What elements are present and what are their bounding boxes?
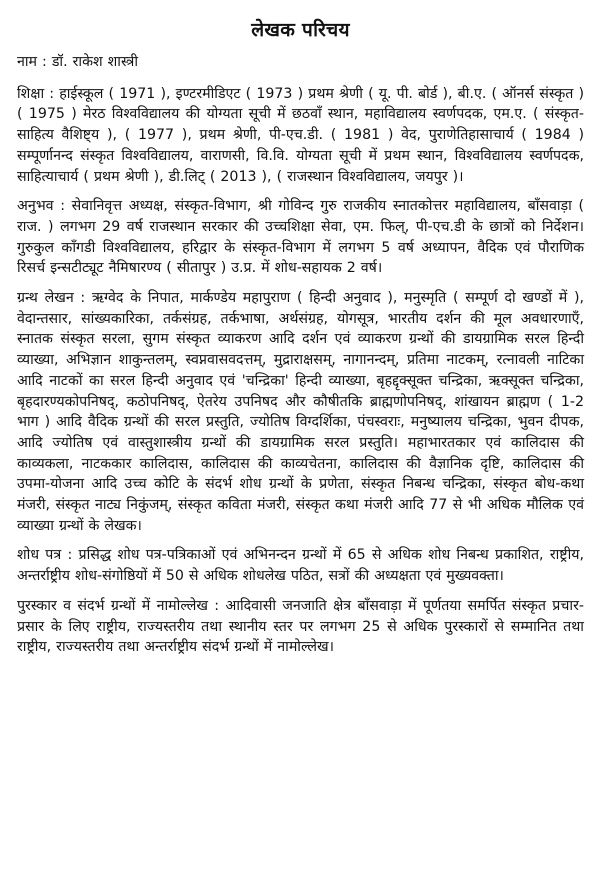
research-paragraph: शोध पत्र : प्रसिद्ध शोध पत्र-पत्रिकाओं एवं अभिनन्दन ग्रन्थों में 65 से अधिक शोध निबन्ध प्रकाशित, राष्ट्रीय, अन्तर्राष्ट्रीय शोध-संगोष्ठियों में 50 से अधिक शोधलेख पठित, सत्रों की अध्यक्षता एवं मुख्यवक्ता। bbox=[17, 547, 584, 585]
education-paragraph: शिक्षा : हाईस्कूल ( 1971 ), इण्टरमीडिएट ( 1973 ) प्रथम श्रेणी ( यू. पी. बोर्ड ), बी.ए. ( ऑनर्स संस्कृत ) ( 1975 ) मेरठ विश्वविद्यालय की योग्यता सूची में छठवाँ स्थान, महाविद्यालय स्वर्णपदक, एम.ए. ( संस्कृत-साहित्य वैशिष्ट्य ), ( 1977 ), प्रथम श्रेणी, पी-एच.डी. ( 1981 ) वेद, पुराणेतिहासाचार्य ( 1984 ) सम्पूर्णानन्द संस्कृत विश्वविद्यालय, वाराणसी, वि.वि. योग्यता सूची में प्रथम स्थान, विश्वविद्यालय स्वर्णपदक, साहित्याचार्य ( प्रथम श्रेणी ), डी.लिट् ( 2013 ), ( राजस्थान विश्वविद्यालय, जयपुर )। bbox=[17, 85, 584, 185]
writing-paragraph: ग्रन्थ लेखन : ऋग्वेद के निपात, मार्कण्डेय महापुराण ( हिन्दी अनुवाद ), मनुस्मृति ( सम्पूर्ण दो खण्डों में ), वेदान्तसार, सांख्यकारिका, तर्कसंग्रह, तर्कभाषा, अर्थसंग्रह, योगसूत्र, भारतीय दर्शन की मूल अवधारणाएँ, स्नातक संस्कृत सरला, सुगम संस्कृत व्याकरण आदि दर्शन एवं व्याकरण ग्रन्थों की डायग्रामिक सरल हिन्दी व्याख्या, अभिज्ञान शाकुन्तलम्, स्वप्नवासवदत्तम्, मुद्राराक्षसम्, नागानन्दम्, प्रतिमा नाटकम्, रत्नावली नाटिका आदि नाटकों का सरल हिन्दी अनुवाद एवं 'चन्द्रिका' हिन्दी व्याख्या, बृहद्दृक्सूक्त चन्द्रिका, ऋक्सूक्त चन्द्रिका, बृहदारण्यकोपनिषद्, कठोपनिषद्, ऐतरेय उपनिषद और कौषीतकि ब्राह्मणोपनिषद्, शांखायन ब्राह्मण ( 1-2 भाग ) आदि वैदिक ग्रन्थों की सरल प्रस्तुति, ज्योतिष विग्दर्शिका, पंचस्वराः, मनुष्यालय चन्द्रिका, भुवन दीपक, आदि ज्योतिष एवं वास्तुशास्त्रीय ग्रन्थों की डायग्रामिक सरल प्रस्तुति। महाभारतकार एवं कालिदास की काव्यकला, नाटककार कालिदास, कालिदास की काव्यचेतना, कालिदास की वैज्ञानिक दृष्टि, कालिदास की उपमा-योजना आदि उच्च कोटि के संदर्भ शोध ग्रन्थों के प्रणेता, संस्कृत निबन्ध चन्द्रिका, संस्कृत बोध-कथा मंजरी, संस्कृत नाट्य निकुंजम्, संस्कृत कविता मंजरी, संस्कृत कथा मंजरी आदि 77 से भी अधिक मौलिक एवं व्याख्या ग्रन्थों के लेखक। bbox=[17, 290, 584, 534]
page-title: लेखक परिचय bbox=[251, 19, 350, 41]
awards-paragraph: पुरस्कार व संदर्भ ग्रन्थों में नामोल्लेख : आदिवासी जनजाति क्षेत्र बाँसवाड़ा में पूर्णतया समर्पित संस्कृत प्रचार-प्रसार के लिए राष्ट्रीय, राज्यस्तरीय तथा स्थानीय स्तर पर लगभग 25 से अधिक पुरस्कारों से सम्मानित तथा राष्ट्रीय, राज्यस्तरीय तथा अन्तर्राष्ट्रीय संदर्भ ग्रन्थों में नामोल्लेख। bbox=[17, 597, 584, 656]
experience-paragraph: अनुभव : सेवानिवृत्त अध्यक्ष, संस्कृत-विभाग, श्री गोविन्द गुरु राजकीय स्नातकोत्तर महाविद्यालय, बाँसवाड़ा ( राज. ) लगभग 29 वर्ष राजस्थान सरकार की उच्चशिक्षा सेवा, एम. फिल्, पी-एच.डी के छात्रों को निर्देशन। गुरुकुल काँगडी विश्वविद्यालय, हरिद्वार के संस्कृत-विभाग में लगभग 5 वर्ष अध्यापन, वैदिक एवं पौराणिक रिसर्च इन्सटीट्यूट नैमिषारण्य ( सीतापुर ) उ.प्र. में शोध-सहायक 2 वर्ष। bbox=[17, 198, 584, 277]
author-name: नाम : डॉ. राकेश शास्त्री bbox=[17, 54, 138, 70]
